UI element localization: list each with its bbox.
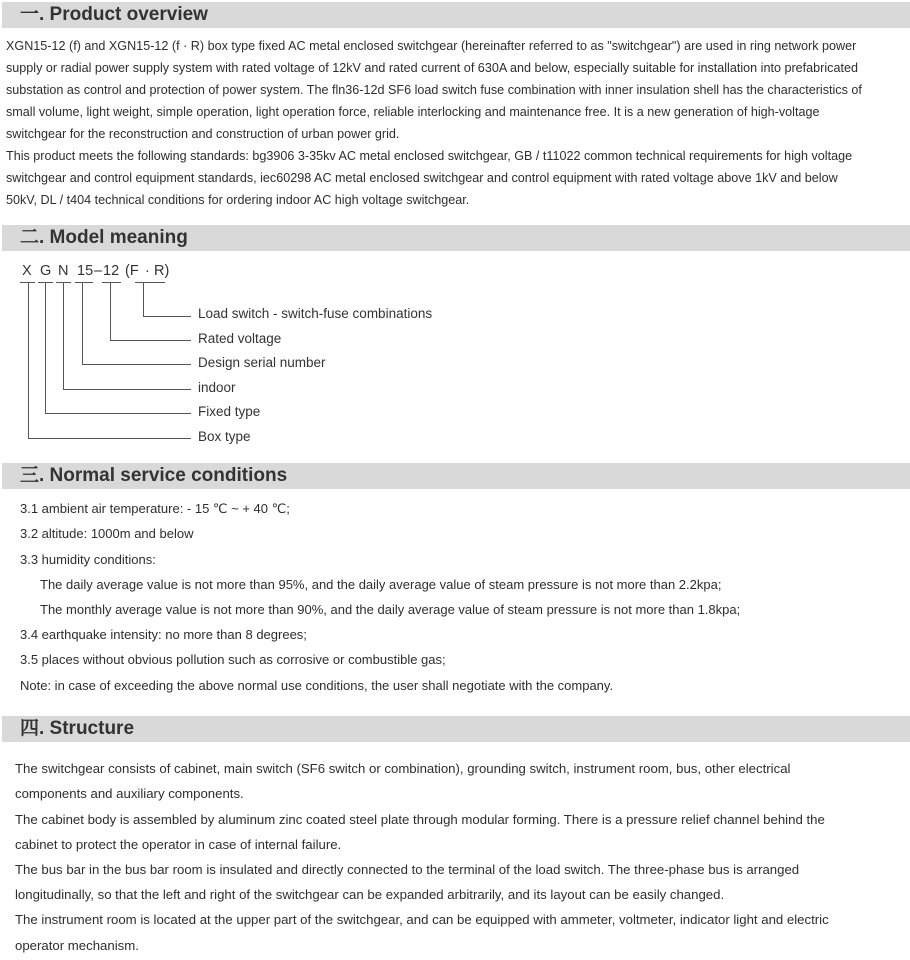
section-heading-structure: 四. Structure	[2, 716, 910, 742]
label-design-serial-number: Design serial number	[198, 355, 326, 370]
model-code-n: N	[58, 263, 69, 279]
section-heading-product-overview: 一. Product overview	[2, 2, 910, 28]
label-rated-voltage: Rated voltage	[198, 331, 282, 346]
structure-line: components and auxiliary components.	[15, 786, 244, 801]
structure-line: The cabinet body is assembled by aluminum zinc coated steel plate through modular forming. There is a pressure relief channel behind the	[15, 812, 825, 827]
overview-line: 50kV, DL / t404 technical conditions for ordering indoor AC high voltage switchgear.	[6, 193, 470, 207]
overview-line: switchgear for the reconstruction and construction of urban power grid.	[6, 127, 400, 141]
connector-box-type	[29, 283, 192, 439]
condition-line: 3.3 humidity conditions:	[20, 552, 156, 567]
model-code-f: (F	[125, 263, 139, 279]
condition-line: 3.4 earthquake intensity: no more than 8 degrees;	[20, 627, 307, 642]
overview-line: switchgear and control equipment standards, iec60298 AC metal enclosed switchgear and control equipment with rated voltage above 1kV and below	[6, 171, 838, 185]
label-indoor: indoor	[198, 380, 236, 395]
model-code-15: 15	[77, 263, 94, 279]
connector-rated-voltage	[111, 283, 192, 341]
condition-line: The monthly average value is not more than 90%, and the daily average value of steam pressure is not more than 1.8kpa;	[40, 602, 741, 617]
connector-design-serial	[83, 283, 192, 365]
structure-line: operator mechanism.	[15, 938, 139, 953]
label-box-type: Box type	[198, 429, 251, 444]
condition-line: 3.1 ambient air temperature: - 15 ℃ ~ + 40 ℃;	[20, 501, 290, 516]
overview-line: This product meets the following standards: bg3906 3-35kv AC metal enclosed switchgear, GB / t11022 common technical requirements for high voltage	[6, 149, 853, 163]
structure-line: longitudinally, so that the left and right of the switchgear can be expanded arbitrarily, and its layout can be easily changed.	[15, 887, 725, 902]
overview-line: supply or radial power supply system with rated voltage of 12kV and rated current of 630A and below, especially suitable for installation into prefabricated	[6, 61, 858, 75]
condition-note: Note: in case of exceeding the above normal use conditions, the user shall negotiate with the company.	[20, 678, 614, 693]
connector-load-switch	[144, 283, 192, 317]
model-code-x: X	[22, 263, 32, 279]
overview-line: small volume, light weight, simple operation, light operation force, reliable interlocking and maintenance free. It is a new generation of high-voltage	[6, 105, 820, 119]
structure-line: The instrument room is located at the upper part of the switchgear, and can be equipped with ammeter, voltmeter, indicator light and electric	[15, 912, 829, 927]
model-code-r: R)	[154, 263, 170, 279]
structure-line: cabinet to protect the operator in case of internal failure.	[15, 837, 342, 852]
condition-line: The daily average value is not more than 95%, and the daily average value of steam pressure is not more than 2.2kpa;	[40, 577, 722, 592]
overview-line: substation as control and protection of power system. The fln36-12d SF6 load switch fuse combination with inner insulation shell has the characteristics of	[6, 83, 862, 97]
model-code-dash: –	[94, 263, 103, 279]
structure-line: The bus bar in the bus bar room is insulated and directly connected to the terminal of the load switch. The three-phase bus is arranged	[15, 862, 800, 877]
label-load-switch: Load switch - switch-fuse combinations	[198, 306, 433, 321]
condition-line: 3.2 altitude: 1000m and below	[20, 526, 194, 541]
model-code-dot: ·	[145, 263, 150, 279]
section-heading-normal-service-conditions: 三. Normal service conditions	[2, 463, 910, 489]
connector-fixed-type	[46, 283, 192, 414]
condition-line: 3.5 places without obvious pollution such as corrosive or combustible gas;	[20, 652, 446, 667]
model-meaning-diagram	[0, 0, 910, 460]
section-heading-model-meaning: 二. Model meaning	[2, 225, 910, 251]
model-code-12: 12	[103, 263, 120, 279]
overview-line: XGN15-12 (f) and XGN15-12 (f · R) box type fixed AC metal enclosed switchgear (hereinafter referred to as "switchgear") are used in ring network power	[6, 39, 857, 53]
structure-line: The switchgear consists of cabinet, main switch (SF6 switch or combination), grounding switch, instrument room, bus, other electrical	[15, 761, 791, 776]
label-fixed-type: Fixed type	[198, 404, 261, 419]
model-code-g: G	[40, 263, 52, 279]
